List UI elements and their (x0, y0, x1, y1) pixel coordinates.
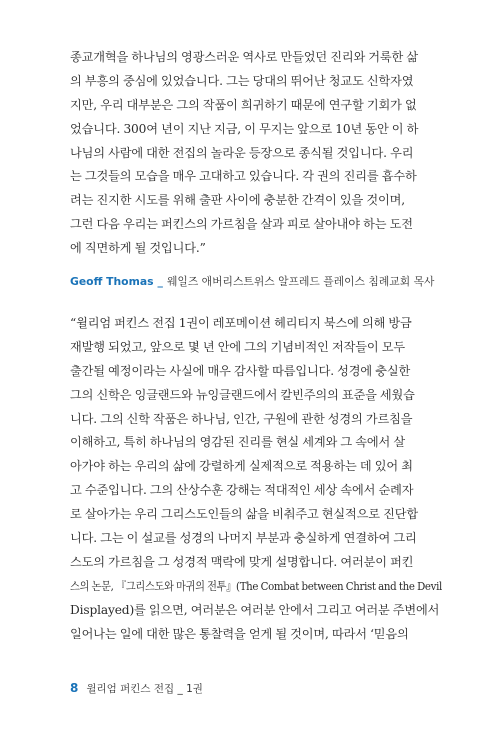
paragraph-line: 니다. 그의 신학 작품은 하나님, 인간, 구원에 관한 성경의 가르침을 (70, 411, 413, 426)
paragraph-line: 로 살아가는 우리 그리스도인들의 삶을 비춰주고 현실적으로 진단합 (70, 507, 419, 522)
paragraph-line: 스도의 가르침을 그 성경적 맥락에 맞게 설명합니다. 여러분이 퍼킨 (70, 554, 414, 569)
paragraph-line: Displayed)를 읽으면, 여러분은 여러분 안에서 그리고 여러분 주변에서 (70, 602, 440, 617)
paragraph-line: 아가야 하는 우리의 삶에 강렬하게 실제적으로 적용하는 데 있어 최 (70, 459, 413, 474)
paragraph-line: 일어나는 일에 대한 많은 통찰력을 얻게 될 것이며, 따라서 ‘믿음의 (70, 626, 409, 641)
endorser-name: Geoff Thomas (70, 275, 154, 288)
paragraph-line: 재발행 되었고, 앞으로 몇 년 안에 그의 기념비적인 저작들이 모두 (70, 339, 405, 354)
paragraph-line: 고 수준입니다. 그의 산상수훈 강해는 적대적인 세상 속에서 순례자 (70, 483, 414, 498)
paragraph-line: 의 부흥의 중심에 있었습니다. 그는 당대의 뛰어난 청교도 신학자였 (70, 73, 414, 88)
paragraph-line: 니다. 그는 이 설교를 성경의 나머지 부분과 충실하게 연결하여 그리 (70, 531, 417, 546)
paragraph-line: 는 그것들의 모습을 매우 고대하고 있습니다. 각 권의 진리를 흡수하 (70, 169, 417, 184)
paragraph-2 (70, 312, 442, 646)
paragraph-line: 에 직면하게 될 것입니다.” (70, 241, 206, 256)
paragraph-line: 지만, 우리 대부분은 그의 작품이 희귀하기 때문에 연구할 기회가 없 (70, 97, 417, 112)
paragraph-line: 나님의 사람에 대한 전집의 놀라운 등장으로 종식될 것입니다. 우리 (70, 145, 414, 160)
paragraph-1 (70, 46, 438, 261)
paragraph-line: 그런 다음 우리는 퍼킨스의 가르침을 살과 피로 살아내야 하는 도전 (70, 217, 413, 232)
paragraph-line: 그의 신학은 잉글랜드와 뉴잉글랜드에서 칼빈주의의 표준을 세웠습 (70, 387, 415, 402)
attribution-separator: _ (157, 275, 163, 288)
page-number: 8 (70, 681, 79, 695)
paragraph-line: 출간될 예정이라는 사실에 매우 감사할 따름입니다. 성경에 충실한 (70, 363, 411, 378)
paragraph-line: 었습니다. 300여 년이 지난 지금, 이 무지는 앞으로 10년 동안 이 하 (70, 121, 419, 136)
paragraph-line: 스의 논문, 『그리스도와 마귀의 전투』(The Combat between Christ and the Devil (70, 579, 442, 593)
paragraph-line: 이해하고, 특히 하나님의 영감된 진리를 현실 세계와 그 속에서 살 (70, 435, 405, 450)
endorser-role: 웨일즈 애버리스트위스 알프레드 플레이스 침례교회 목사 (166, 275, 435, 288)
paragraph-line: 려는 진지한 시도를 위해 출판 사이에 충분한 간격이 있을 것이며, (70, 193, 405, 208)
paragraph-line: 종교개혁을 하나님의 영광스러운 역사로 만들었던 진리와 거룩한 삶 (70, 50, 419, 64)
endorsement-attribution (70, 274, 450, 289)
page-footer (70, 681, 203, 696)
running-title: 윌리엄 퍼킨스 전집 _ 1권 (86, 683, 203, 695)
paragraph-line: “윌리엄 퍼킨스 전집 1권이 레포메이션 헤리티지 북스에 의해 방금 (70, 316, 412, 330)
